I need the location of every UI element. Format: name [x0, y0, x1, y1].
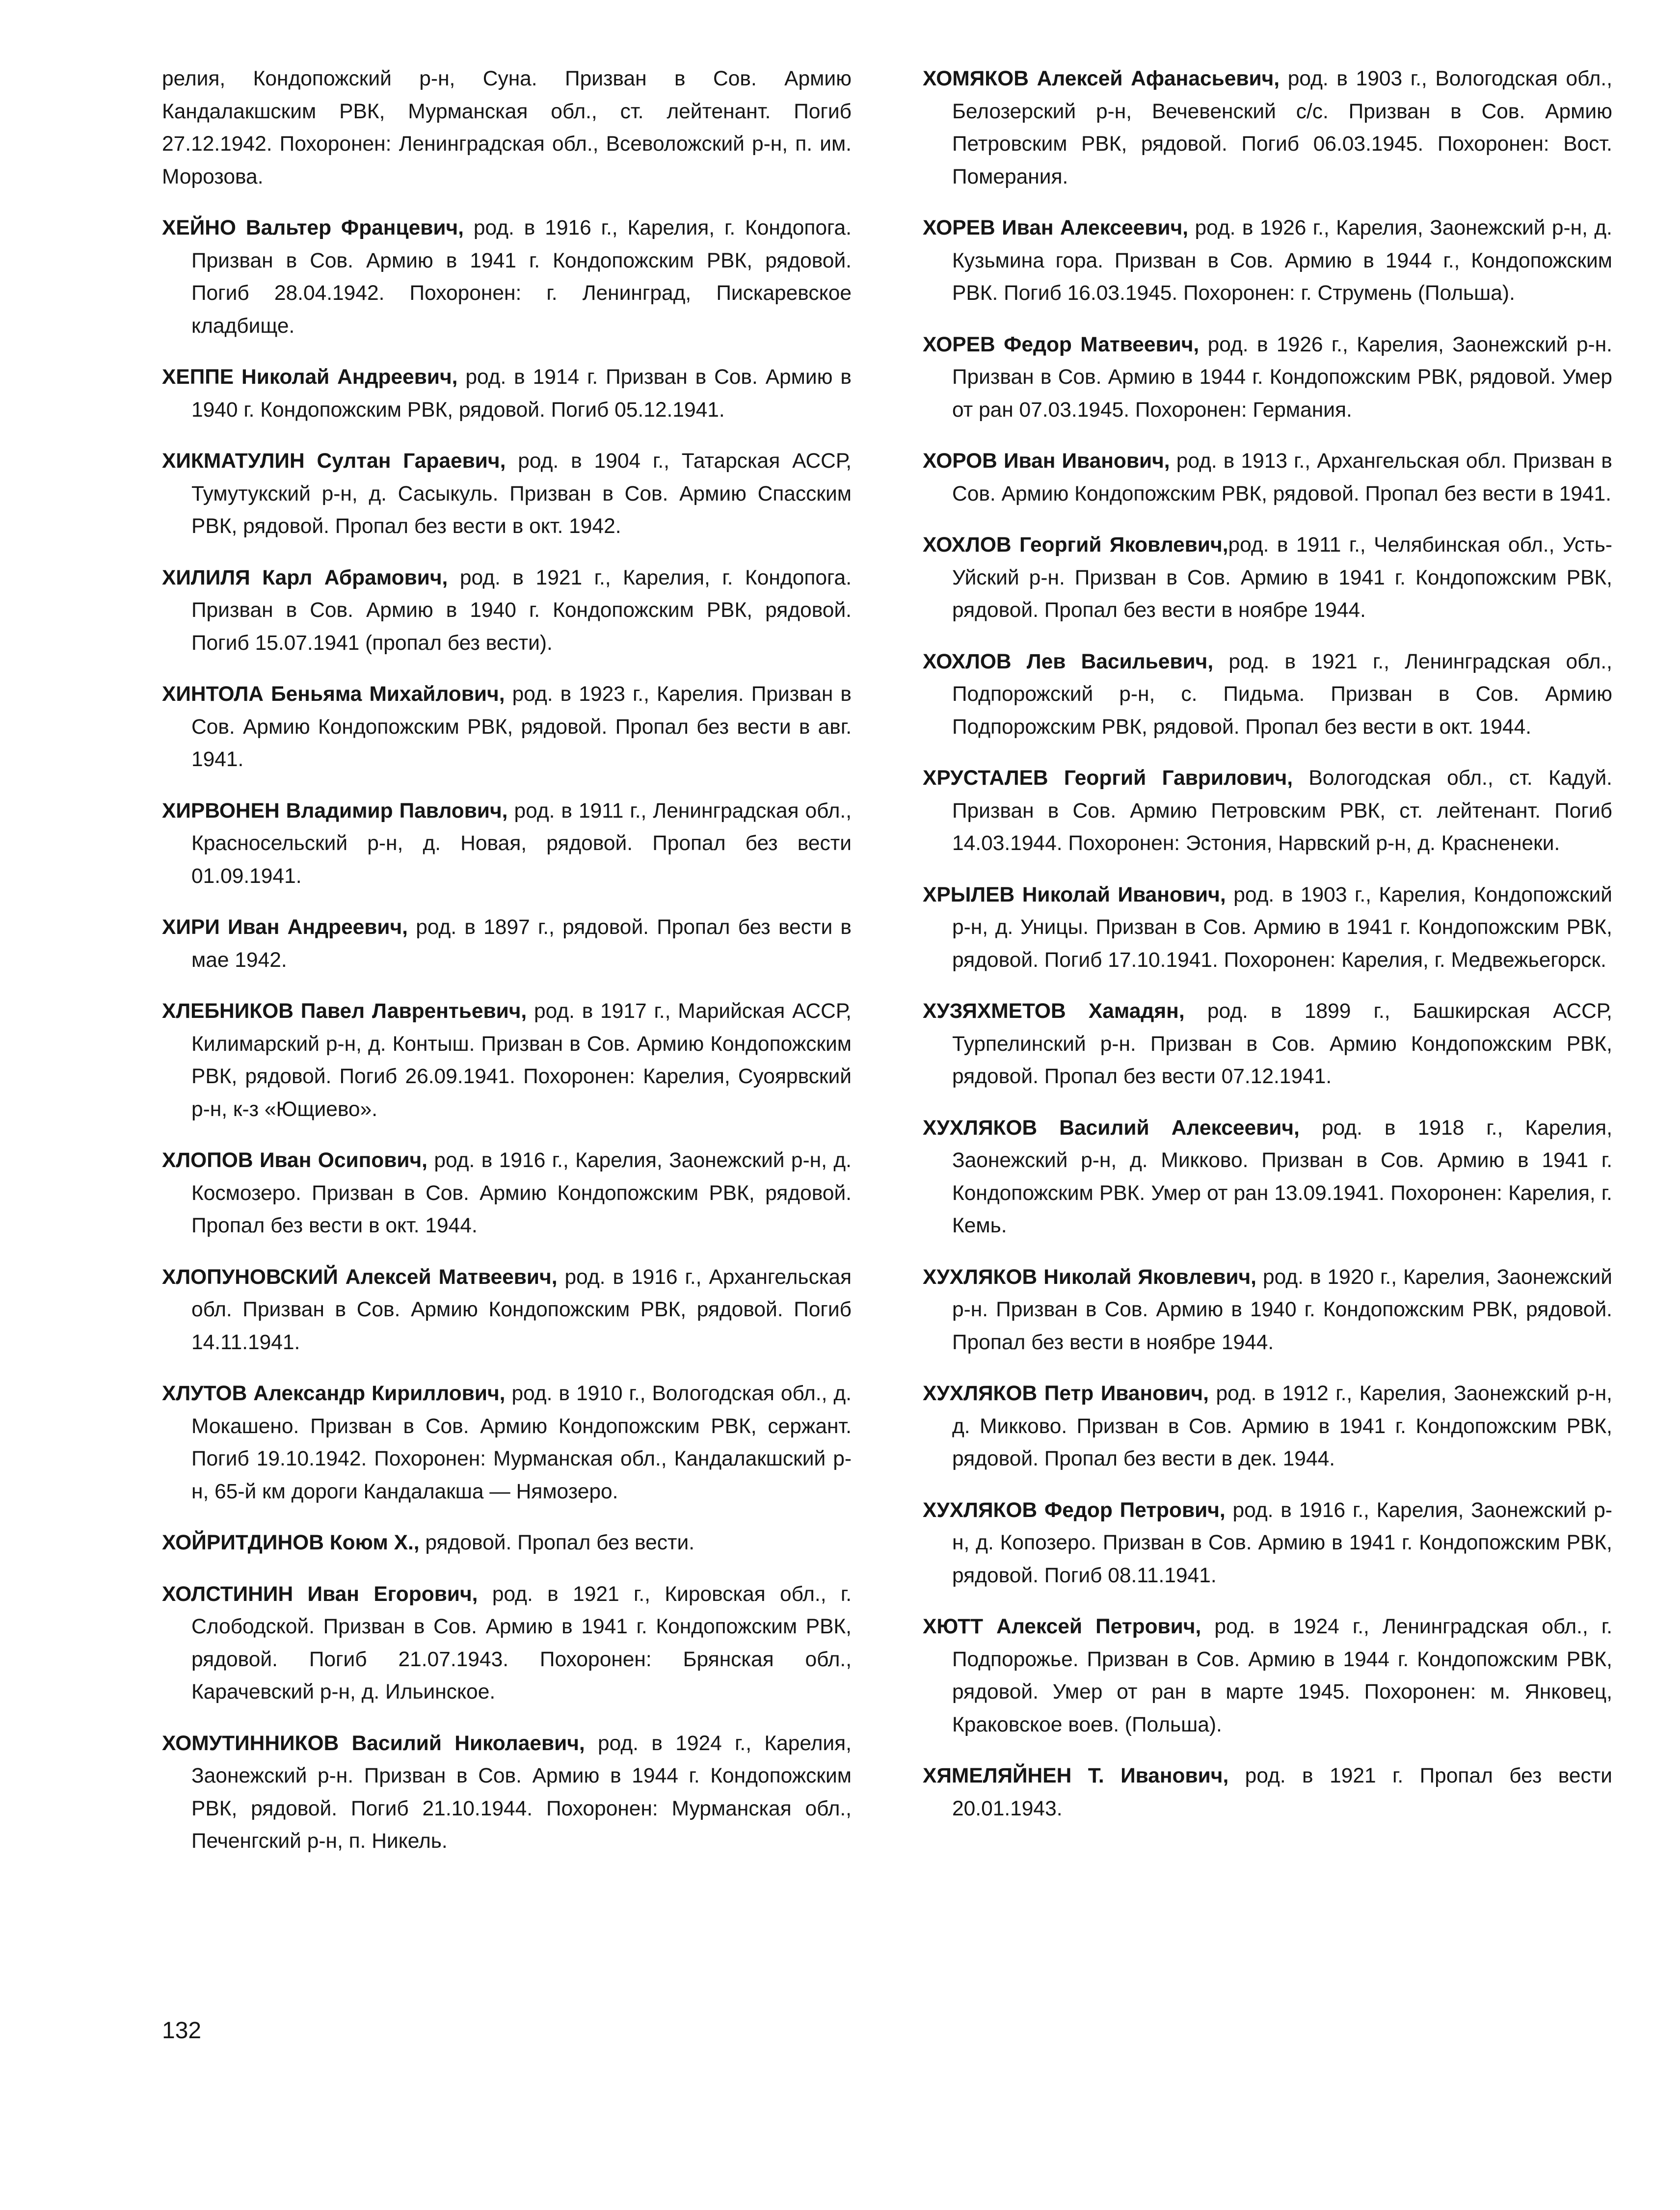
entry [923, 995, 1612, 1093]
entry-name: ХИРИ Иван Андреевич, [162, 916, 408, 939]
entry-name: ХУХЛЯКОВ Николай Яковлевич, [923, 1265, 1256, 1289]
entry-name: ХИНТОЛА Беньяма Михайлович, [162, 683, 505, 706]
entry [162, 1728, 852, 1858]
entry-name: ХОРЕВ Федор Матвеевич, [923, 333, 1200, 356]
entry-text: род. в 1912 г., Карелия, Заонежский р-н, д. Микково. Призван в Сов. Армию в 1941 г. Кондопожским РВК, рядовой. Пропал без вести в дек. 1944. [952, 1382, 1612, 1470]
right-column [923, 63, 1612, 1844]
entry-text: Вологодская обл., ст. Кадуй. Призван в Сов. Армию Петровским РВК, ст. лейтенант. Погиб 14.03.1944. Похоронен: Эстония, Нарвский р-н, д. Красненеки. [952, 767, 1612, 855]
entry [162, 995, 852, 1126]
entry-text: род. в 1910 г., Вологодская обл., д. Мокашено. Призван в Сов. Армию Кондопожским РВК, сержант. Погиб 19.10.1942. Похоронен: Мурманская обл., Кандалакшский р-н, 65-й км дороги Кандалакша — Нямозеро. [191, 1382, 852, 1503]
entry [162, 911, 852, 977]
entry [162, 445, 852, 543]
page-number: 132 [162, 2018, 202, 2044]
entry-name: ХЕЙНО Вальтер Францевич, [162, 216, 464, 240]
entry-text: род. в 1926 г., Карелия, Заонежский р-н, д. Кузьмина гора. Призван в Сов. Армию в 1944 г., Кондопожским РВК. Погиб 16.03.1945. Похоронен: г. Струмень (Польша). [952, 216, 1612, 305]
entry [162, 562, 852, 660]
entry [923, 1760, 1612, 1825]
entry-text: род. в 1911 г., Челябинская обл., Усть-Уйский р-н. Призван в Сов. Армию в 1941 г. Кондопожским РВК, рядовой. Пропал без вести в ноябре 1944. [952, 533, 1613, 622]
entry-text: род. в 1920 г., Карелия, Заонежский р-н. Призван в Сов. Армию в 1940 г. Кондопожским РВК, рядовой. Пропал без вести в ноябре 1944. [952, 1265, 1612, 1354]
entry-name: ХРУСТАЛЕВ Георгий Гаврилович, [923, 767, 1293, 790]
entry-name: ХОМУТИННИКОВ Василий Николаевич, [162, 1731, 585, 1755]
entry-name: ХОЙРИТДИНОВ Коюм Х., [162, 1531, 420, 1554]
entry [162, 361, 852, 426]
entry-name: ХИКМАТУЛИН Султан Гараевич, [162, 450, 506, 473]
entry-text: род. в 1903 г., Вологодская обл., Белозерский р-н, Вечевенский с/с. Призван в Сов. Армию Петровским РВК, рядовой. Погиб 06.03.1945. Похоронен: Вост. Померания. [952, 67, 1612, 188]
entry-text: род. в 1921 г., Ленинградская обл., Подпорожский р-н, с. Пидьма. Призван в Сов. Армию Подпорожским РВК, рядовой. Пропал без вести в окт. 1944. [952, 650, 1612, 739]
entry [923, 879, 1612, 977]
entry-text: род. в 1926 г., Карелия, Заонежский р-н. Призван в Сов. Армию в 1944 г. Кондопожским РВК, рядовой. Умер от ран 07.03.1945. Похоронен: Германия. [952, 333, 1612, 422]
entry-name: ХУЗЯХМЕТОВ Хамадян, [923, 1000, 1185, 1023]
entry-text: род. в 1911 г., Ленинградская обл., Красносельский р-н, д. Новая, рядовой. Пропал без вести 01.09.1941. [191, 799, 852, 888]
entry-text: род. в 1913 г., Архангельская обл. Призван в Сов. Армию Кондопожским РВК, рядовой. Пропал без вести в 1941. [952, 450, 1612, 506]
entry-name: ХЛУТОВ Александр Кириллович, [162, 1382, 506, 1405]
entry [923, 1378, 1612, 1476]
entry-text: род. в 1921 г. Пропал без вести 20.01.1943. [952, 1764, 1612, 1820]
entry [162, 1578, 852, 1709]
entry [923, 1261, 1612, 1359]
entry-text: род. в 1916 г., Архангельская обл. Призван в Сов. Армию Кондопожским РВК, рядовой. Погиб 14.11.1941. [191, 1265, 852, 1354]
entry-text: род. в 1899 г., Башкирская АССР, Турпелинский р-н. Призван в Сов. Армию Кондопожским РВК, рядовой. Пропал без вести 07.12.1941. [952, 1000, 1612, 1088]
entry-name: ХОРЕВ Иван Алексеевич, [923, 216, 1189, 240]
entry-name: ХЕППЕ Николай Андреевич, [162, 366, 458, 389]
entry [923, 329, 1612, 427]
entry-name: ХОМЯКОВ Алексей Афанасьевич, [923, 67, 1280, 90]
entry-name: ХОРОВ Иван Иванович, [923, 450, 1170, 473]
entry-text: род. в 1917 г., Марийская АССР, Килимарский р-н, д. Контыш. Призван в Сов. Армию Кондопожским РВК, рядовой. Погиб 26.09.1941. Похоронен: Карелия, Суоярвский р-н, к-з «Ющиево». [191, 1000, 852, 1121]
entry-name: ХРЫЛЕВ Николай Иванович, [923, 883, 1226, 906]
entry [162, 1261, 852, 1359]
entry-name: ХЛОПУНОВСКИЙ Алексей Матвеевич, [162, 1265, 558, 1289]
entry [923, 63, 1612, 193]
entry-text: релия, Кондопожский р-н, Суна. Призван в Сов. Армию Кандалакшским РВК, Мурманская обл., ст. лейтенант. Погиб 27.12.1942. Похоронен: Ленинградская обл., Всеволожский р-н, п. им. Морозова. [162, 67, 852, 188]
entry-text: род. в 1903 г., Карелия, Кондопожский р-н, д. Уницы. Призван в Сов. Армию в 1941 г. Кондопожским РВК, рядовой. Погиб 17.10.1941. Похоронен: Карелия, г. Медвежьегорск. [952, 883, 1612, 972]
entry [923, 1112, 1612, 1243]
entry-text: род. в 1916 г., Карелия, г. Кондопога. Призван в Сов. Армию в 1941 г. Кондопожским РВК, рядовой. Погиб 28.04.1942. Похоронен: г. Ленинград, Пискаревское кладбище. [191, 216, 852, 338]
entry-name: ХОХЛОВ Георгий Яковлевич, [923, 533, 1228, 557]
entry [923, 445, 1612, 510]
entry-name: ХЯМЕЛЯЙНЕН Т. Иванович, [923, 1764, 1229, 1787]
entry-continuation [162, 63, 852, 193]
entry-name: ХЮТТ Алексей Петрович, [923, 1615, 1201, 1638]
entry-text: род. в 1924 г., Ленинградская обл., г. Подпорожье. Призван в Сов. Армию в 1944 г. Кондопожским РВК, рядовой. Умер от ран в марте 1945. Похоронен: м. Янковец, Краковское воев. (Польша). [952, 1615, 1613, 1736]
entry-name: ХОХЛОВ Лев Васильевич, [923, 650, 1214, 673]
entry-text: рядовой. Пропал без вести. [419, 1531, 695, 1554]
entry [162, 1527, 852, 1560]
entry-name: ХИЛИЛЯ Карл Абрамович, [162, 566, 448, 589]
entry-text: род. в 1921 г., Карелия, г. Кондопога. Призван в Сов. Армию в 1940 г. Кондопожским РВК, рядовой. Погиб 15.07.1941 (пропал без вести). [191, 566, 852, 655]
entry-name: ХЛОПОВ Иван Осипович, [162, 1149, 427, 1172]
entry [162, 1378, 852, 1508]
entry [923, 1494, 1612, 1593]
entry [923, 529, 1612, 627]
entry [923, 1611, 1612, 1741]
entry-name: ХУХЛЯКОВ Василий Алексеевич, [923, 1116, 1300, 1140]
entry [162, 795, 852, 893]
entry-name: ХУХЛЯКОВ Федор Петрович, [923, 1498, 1226, 1522]
entry-text: род. в 1921 г., Кировская обл., г. Слободской. Призван в Сов. Армию в 1941 г. Кондопожским РВК, рядовой. Погиб 21.07.1943. Похоронен: Брянская обл., Карачевский р-н, д. Ильинское. [191, 1582, 852, 1704]
entry-name: ХИРВОНЕН Владимир Павлович, [162, 799, 508, 823]
entry-text: род. в 1918 г., Карелия, Заонежский р-н, д. Микково. Призван в Сов. Армию в 1941 г. Кондопожским РВК. Умер от ран 13.09.1941. Похоронен: Карелия, г. Кемь. [952, 1116, 1613, 1237]
entry-text: род. в 1924 г., Карелия, Заонежский р-н. Призван в Сов. Армию в 1944 г. Кондопожским РВК, рядовой. Погиб 21.10.1944. Похоронен: Мурманская обл., Печенгский р-н, п. Никель. [191, 1731, 852, 1853]
entry-name: ХУХЛЯКОВ Петр Иванович, [923, 1382, 1209, 1405]
entry-name: ХОЛСТИНИН Иван Егорович, [162, 1582, 478, 1606]
entry-text: род. в 1916 г., Карелия, Заонежский р-н, д. Копозеро. Призван в Сов. Армию в 1941 г. Кондопожским РВК, рядовой. Погиб 08.11.1941. [952, 1498, 1612, 1587]
entry [923, 646, 1612, 744]
entry-text: род. в 1897 г., рядовой. Пропал без вести в мае 1942. [191, 916, 852, 972]
left-column [162, 63, 852, 1877]
entry [162, 212, 852, 343]
entry [923, 212, 1612, 310]
entry-text: род. в 1923 г., Карелия. Призван в Сов. Армию Кондопожским РВК, рядовой. Пропал без вести в авг. 1941. [191, 683, 852, 771]
entry [162, 678, 852, 776]
entry-text: род. в 1914 г. Призван в Сов. Армию в 1940 г. Кондопожским РВК, рядовой. Погиб 05.12.1941. [191, 366, 852, 422]
entry-name: ХЛЕБНИКОВ Павел Лаврентьевич, [162, 1000, 527, 1023]
entry [162, 1145, 852, 1243]
entry [923, 762, 1612, 860]
entry-text: род. в 1904 г., Татарская АССР, Тумутукский р-н, д. Сасыкуль. Призван в Сов. Армию Спасским РВК, рядовой. Пропал без вести в окт. 1942. [191, 450, 852, 538]
entry-text: род. в 1916 г., Карелия, Заонежский р-н, д. Космозеро. Призван в Сов. Армию Кондопожским РВК, рядовой. Пропал без вести в окт. 1944. [191, 1149, 852, 1237]
